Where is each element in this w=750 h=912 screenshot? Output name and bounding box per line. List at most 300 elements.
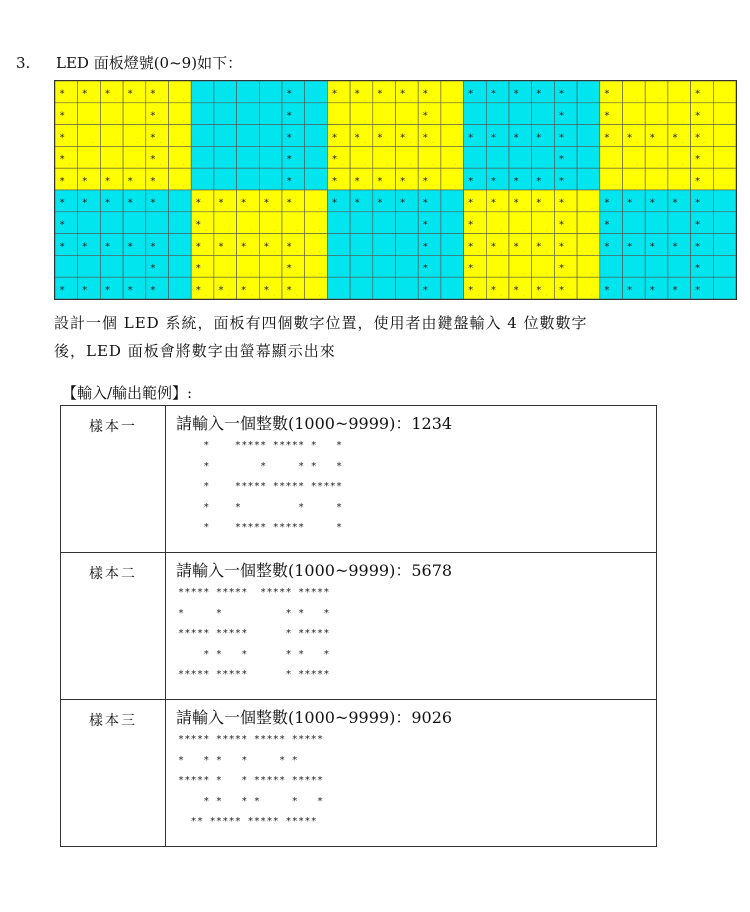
led-cell-tick: . [114, 117, 117, 124]
led-lit-mark: * [104, 175, 111, 187]
led-cell-tick: . [636, 269, 639, 276]
led-cell-tick: . [341, 139, 344, 146]
led-lit-mark: * [626, 132, 633, 144]
led-cell-tick: . [114, 226, 117, 233]
led-cell [486, 212, 509, 234]
led-lit-mark: * [467, 175, 474, 187]
led-cell-tick: . [704, 139, 707, 146]
led-cell-tick: . [273, 182, 275, 189]
led-lit-mark: * [149, 175, 156, 187]
led-cell [486, 255, 509, 277]
led-cell [577, 146, 600, 168]
led-cell-tick: . [250, 204, 253, 211]
led-cell-tick: . [432, 226, 434, 233]
led-cell-tick: . [659, 291, 661, 298]
led-lit-mark: * [376, 88, 383, 100]
led-digit-block-7 [327, 190, 463, 299]
led-cell-tick: . [568, 95, 571, 102]
led-cell-tick: . [69, 117, 71, 124]
led-cell [78, 255, 101, 277]
led-lit-mark: * [286, 197, 293, 209]
led-lit-mark: * [490, 88, 497, 100]
led-cell-tick: . [409, 139, 412, 146]
led-cell [214, 255, 237, 277]
led-cell-tick: . [545, 204, 548, 211]
led-cell [668, 103, 691, 125]
led-cell-tick: . [477, 117, 480, 124]
led-cell [282, 212, 305, 234]
led-cell-tick: . [523, 204, 525, 211]
led-cell [305, 234, 328, 256]
led-cell [123, 255, 146, 277]
led-panel [54, 80, 737, 300]
led-cell-tick: . [114, 269, 117, 276]
led-cell-tick: . [341, 226, 344, 233]
led-cell-tick: . [545, 226, 548, 233]
led-cell-tick: . [250, 95, 253, 102]
led-cell-tick: . [681, 248, 684, 255]
led-cell-tick: . [114, 139, 117, 146]
led-cell-tick: . [91, 291, 94, 298]
led-cell [169, 81, 192, 103]
led-cell [305, 190, 328, 212]
led-cell-tick: . [91, 117, 94, 124]
led-lit-mark: * [694, 219, 701, 231]
led-cell-tick: . [454, 269, 457, 276]
led-cell-tick: . [205, 117, 207, 124]
led-cell [100, 146, 123, 168]
led-digit-block-9 [600, 190, 736, 299]
led-cell-tick: . [454, 204, 457, 211]
sample-prompt: 請輸入一個整數(1000~9999)：9026 [176, 708, 453, 727]
led-cell-tick: . [659, 248, 661, 255]
led-cell-tick: . [500, 291, 502, 298]
led-cell [259, 146, 282, 168]
led-cell [169, 255, 192, 277]
led-lit-mark: * [513, 241, 520, 253]
led-cell-tick: . [523, 226, 525, 233]
led-cell [600, 255, 623, 277]
led-cell-tick: . [477, 182, 480, 189]
led-cell-tick: . [545, 139, 548, 146]
led-cell [373, 146, 396, 168]
led-cell-tick: . [227, 291, 230, 298]
led-cell-tick: . [727, 226, 729, 233]
led-cell [577, 103, 600, 125]
led-cell-tick: . [114, 182, 117, 189]
led-lit-mark: * [694, 110, 701, 122]
led-cell-tick: . [341, 291, 344, 298]
led-cell [713, 277, 736, 299]
led-cell [623, 255, 646, 277]
led-cell-tick: . [636, 95, 639, 102]
led-lit-mark: * [490, 284, 497, 296]
led-cell-tick: . [500, 139, 502, 146]
led-cell [713, 103, 736, 125]
led-cell-tick: . [681, 160, 684, 167]
led-lit-mark: * [331, 88, 338, 100]
led-cell-tick: . [454, 117, 457, 124]
led-lit-mark: * [694, 88, 701, 100]
led-lit-mark: * [603, 132, 610, 144]
led-cell [305, 103, 328, 125]
led-cell-tick: . [91, 160, 94, 167]
led-cell-tick: . [636, 291, 639, 298]
led-cell-tick: . [91, 139, 94, 146]
led-cell-tick: . [159, 204, 162, 211]
led-cell [305, 255, 328, 277]
led-digit-block-6 [191, 190, 327, 299]
led-cell [373, 255, 396, 277]
led-cell-tick: . [568, 291, 571, 298]
led-lit-mark: * [127, 241, 134, 253]
led-lit-mark: * [104, 284, 111, 296]
sample-row [61, 700, 657, 847]
led-lit-mark: * [149, 197, 156, 209]
led-cell-tick: . [409, 95, 412, 102]
question-title: LED 面板燈號(0~9)如下： [56, 54, 243, 72]
led-cell-tick: . [159, 95, 162, 102]
led-cell-tick: . [318, 182, 321, 189]
led-cell [123, 103, 146, 125]
led-cell-tick: . [727, 269, 729, 276]
ascii-line: * * * * [178, 501, 343, 513]
led-cell-tick: . [613, 182, 616, 189]
led-cell-tick: . [454, 182, 457, 189]
led-lit-mark: * [694, 197, 701, 209]
sample-table [60, 405, 657, 847]
led-cell-tick: . [591, 226, 593, 233]
led-lit-mark: * [149, 110, 156, 122]
led-cell-tick: . [727, 291, 729, 298]
led-cell [191, 81, 214, 103]
led-cell-tick: . [659, 117, 661, 124]
led-cell-tick: . [659, 204, 661, 211]
led-lit-mark: * [354, 88, 361, 100]
led-cell-tick: . [364, 182, 366, 189]
led-cell-tick: . [69, 182, 71, 189]
led-cell-tick: . [386, 182, 389, 189]
led-cell-tick: . [250, 291, 253, 298]
led-lit-mark: * [467, 241, 474, 253]
led-lit-mark: * [671, 241, 678, 253]
led-cell-tick: . [477, 204, 480, 211]
sample-row [61, 553, 657, 700]
led-cell [441, 103, 464, 125]
led-cell-tick: . [545, 248, 548, 255]
led-cell [214, 103, 237, 125]
led-cell-tick: . [613, 160, 616, 167]
led-cell-tick: . [364, 139, 366, 146]
led-lit-mark: * [603, 88, 610, 100]
led-lit-mark: * [399, 88, 406, 100]
led-cell [305, 125, 328, 147]
led-cell [327, 212, 350, 234]
led-lit-mark: * [513, 284, 520, 296]
led-cell-tick: . [205, 269, 207, 276]
led-lit-mark: * [399, 132, 406, 144]
led-cell [486, 146, 509, 168]
led-lit-mark: * [59, 241, 66, 253]
led-lit-mark: * [558, 175, 565, 187]
led-cell-tick: . [432, 291, 434, 298]
led-cell-tick: . [727, 95, 729, 102]
sample-prompt: 請輸入一個整數(1000~9999)：1234 [176, 414, 453, 433]
led-lit-mark: * [81, 284, 88, 296]
led-cell [214, 125, 237, 147]
led-digit-block-2 [327, 81, 463, 190]
led-cell-tick: . [386, 139, 389, 146]
led-lit-mark: * [127, 284, 134, 296]
led-cell [259, 125, 282, 147]
led-cell-tick: . [613, 291, 616, 298]
led-cell [713, 81, 736, 103]
ascii-line: ***** ***** * ***** [178, 669, 330, 680]
led-lit-mark: * [263, 197, 270, 209]
led-lit-mark: * [490, 175, 497, 187]
led-lit-mark: * [558, 88, 565, 100]
led-cell [532, 146, 555, 168]
led-cell-tick: . [727, 248, 729, 255]
led-cell [396, 146, 419, 168]
led-cell [623, 81, 646, 103]
led-cell-tick: . [704, 269, 707, 276]
led-cell [191, 103, 214, 125]
led-digit-block-8 [464, 190, 600, 299]
led-cell-tick: . [318, 291, 321, 298]
led-cell-tick: . [409, 182, 412, 189]
led-cell-tick: . [454, 160, 457, 167]
sample-output-cell [166, 700, 657, 847]
led-cell-tick: . [545, 269, 548, 276]
sample-ascii-output [176, 436, 656, 539]
led-lit-mark: * [240, 284, 247, 296]
led-cell-tick: . [114, 160, 117, 167]
led-cell-tick: . [568, 226, 571, 233]
led-cell [305, 168, 328, 190]
led-cell-tick: . [182, 291, 185, 298]
led-lit-mark: * [149, 132, 156, 144]
led-cell-tick: . [250, 160, 253, 167]
led-cell [191, 125, 214, 147]
led-cell-tick: . [182, 269, 185, 276]
led-lit-mark: * [535, 241, 542, 253]
led-lit-mark: * [104, 88, 111, 100]
led-lit-mark: * [217, 284, 224, 296]
led-cell-tick: . [409, 248, 412, 255]
led-cell-tick: . [432, 139, 434, 146]
led-cell-tick: . [636, 226, 639, 233]
led-cell [350, 212, 373, 234]
led-lit-mark: * [694, 154, 701, 166]
led-cell [237, 168, 260, 190]
led-cell [645, 81, 668, 103]
led-cell-tick: . [69, 95, 71, 102]
led-lit-mark: * [331, 154, 338, 166]
led-cell-tick: . [364, 248, 366, 255]
led-cell-tick: . [273, 226, 275, 233]
led-cell-tick: . [296, 139, 298, 146]
led-cell-tick: . [273, 269, 275, 276]
led-cell-tick: . [523, 95, 525, 102]
led-cell-tick: . [386, 204, 389, 211]
led-cell-tick: . [386, 291, 389, 298]
led-lit-mark: * [535, 132, 542, 144]
led-lit-mark: * [422, 175, 429, 187]
led-cell-tick: . [159, 248, 162, 255]
led-cell [169, 103, 192, 125]
led-lit-mark: * [422, 110, 429, 122]
led-lit-mark: * [149, 88, 156, 100]
led-cell-tick: . [296, 226, 298, 233]
led-cell-tick: . [454, 248, 457, 255]
led-cell-tick: . [227, 204, 230, 211]
led-lit-mark: * [649, 284, 656, 296]
ascii-line: * ***** ***** * * [178, 440, 343, 451]
led-lit-mark: * [558, 132, 565, 144]
led-cell [532, 255, 555, 277]
question-number: 3. [16, 54, 31, 72]
led-cell [623, 168, 646, 190]
led-cell-tick: . [318, 95, 321, 102]
sample-output-cell [166, 406, 657, 553]
led-cell-tick: . [681, 226, 684, 233]
led-cell-tick: . [273, 117, 275, 124]
led-cell [78, 146, 101, 168]
led-cell [623, 146, 646, 168]
led-lit-mark: * [535, 175, 542, 187]
led-lit-mark: * [535, 284, 542, 296]
led-lit-mark: * [149, 263, 156, 275]
led-cell [713, 234, 736, 256]
led-lit-mark: * [81, 175, 88, 187]
led-lit-mark: * [467, 219, 474, 231]
led-cell-tick: . [250, 269, 253, 276]
led-cell-tick: . [296, 248, 298, 255]
led-cell-tick: . [364, 95, 366, 102]
led-cell-tick: . [273, 95, 275, 102]
led-cell-tick: . [613, 95, 616, 102]
led-lit-mark: * [331, 175, 338, 187]
led-cell-tick: . [364, 204, 366, 211]
led-cell [237, 103, 260, 125]
led-cell [259, 255, 282, 277]
led-cell [237, 255, 260, 277]
led-lit-mark: * [513, 88, 520, 100]
led-cell-tick: . [613, 204, 616, 211]
led-cell [191, 146, 214, 168]
led-cell-tick: . [137, 204, 139, 211]
led-lit-mark: * [467, 132, 474, 144]
ascii-line: * * * * * * [178, 648, 330, 660]
led-cell-tick: . [545, 182, 548, 189]
led-cell-tick: . [341, 182, 344, 189]
led-cell-tick: . [273, 248, 275, 255]
led-lit-mark: * [694, 241, 701, 253]
led-cell [169, 212, 192, 234]
sample-output-cell [166, 553, 657, 700]
led-cell [713, 212, 736, 234]
led-cell-tick: . [409, 269, 412, 276]
led-cell-tick: . [500, 204, 502, 211]
ascii-line: * * * * * [178, 607, 330, 619]
ascii-line: * * * * * * [178, 795, 324, 807]
led-cell-tick: . [137, 139, 139, 146]
led-cell [237, 212, 260, 234]
led-cell-tick: . [91, 182, 94, 189]
led-cell-tick: . [432, 117, 434, 124]
led-cell-tick: . [659, 226, 661, 233]
led-lit-mark: * [490, 197, 497, 209]
led-cell-tick: . [69, 269, 71, 276]
led-cell [100, 212, 123, 234]
led-lit-mark: * [603, 197, 610, 209]
led-cell-tick: . [341, 95, 344, 102]
led-cell [169, 146, 192, 168]
led-cell-tick: . [318, 204, 321, 211]
led-cell-tick: . [432, 160, 434, 167]
led-cell-tick: . [409, 226, 412, 233]
led-digit-block-0 [55, 81, 191, 190]
led-cell-tick: . [69, 139, 71, 146]
led-cell-tick: . [137, 269, 139, 276]
led-cell-tick: . [182, 139, 185, 146]
led-cell [350, 255, 373, 277]
led-cell-tick: . [91, 226, 94, 233]
led-lit-mark: * [513, 197, 520, 209]
led-lit-mark: * [81, 241, 88, 253]
led-lit-mark: * [59, 154, 66, 166]
led-cell-tick: . [205, 95, 207, 102]
led-lit-mark: * [490, 241, 497, 253]
led-cell [100, 125, 123, 147]
led-cell-tick: . [273, 160, 275, 167]
led-lit-mark: * [694, 263, 701, 275]
led-cell-tick: . [182, 204, 185, 211]
led-cell-tick: . [477, 95, 480, 102]
led-cell [418, 146, 441, 168]
led-lit-mark: * [603, 219, 610, 231]
led-cell [509, 212, 532, 234]
led-lit-mark: * [535, 88, 542, 100]
led-cell-tick: . [227, 117, 230, 124]
led-cell-tick: . [91, 269, 94, 276]
led-lit-mark: * [694, 284, 701, 296]
led-cell-tick: . [137, 117, 139, 124]
led-cell-tick: . [545, 160, 548, 167]
led-cell-tick: . [182, 117, 185, 124]
led-lit-mark: * [104, 241, 111, 253]
led-cell [100, 255, 123, 277]
led-cell-tick: . [409, 160, 412, 167]
led-cell [486, 103, 509, 125]
led-cell-tick: . [250, 139, 253, 146]
led-cell [146, 212, 169, 234]
led-lit-mark: * [331, 132, 338, 144]
led-cell [441, 81, 464, 103]
led-cell-tick: . [727, 182, 729, 189]
sample-row [61, 406, 657, 553]
led-cell-tick: . [250, 182, 253, 189]
led-cell [600, 146, 623, 168]
led-lit-mark: * [149, 284, 156, 296]
led-cell [668, 168, 691, 190]
ascii-line: * * * * * * [178, 754, 299, 766]
led-lit-mark: * [649, 241, 656, 253]
led-cell [396, 212, 419, 234]
led-cell [123, 146, 146, 168]
led-cell [214, 146, 237, 168]
